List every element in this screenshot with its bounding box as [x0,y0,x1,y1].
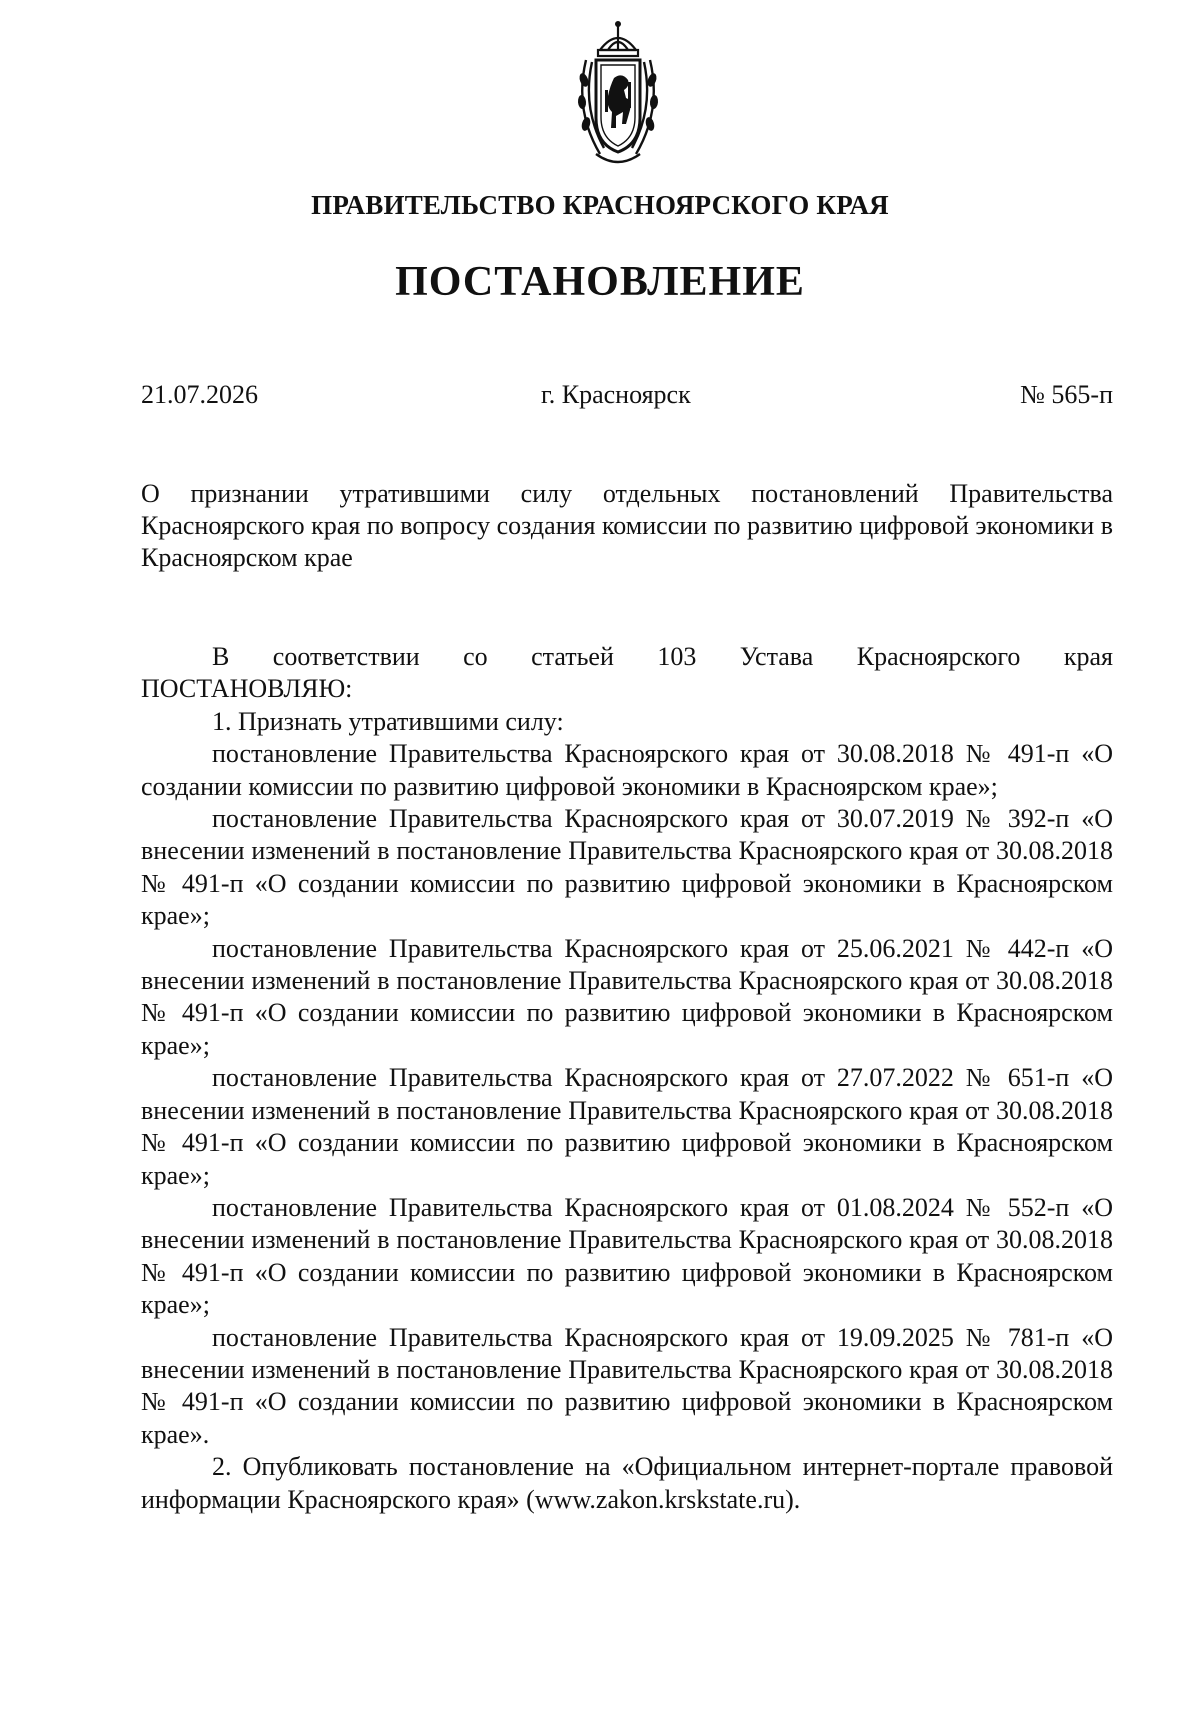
repealed-decree: постановление Правительства Красноярского края от 25.06.2021 № 442-п «О внесении изменений в постановление Правительства Красноярского края от 30.08.2018 № 491-п «О создании комиссии по развитию цифровой экономики в Красноярском крае»; [141,933,1113,1060]
preamble-word: со [463,642,488,671]
decree-word: ПОСТАНОВЛЯЮ: [141,674,353,704]
document-meta [141,380,1113,416]
preamble-word: соответствии [272,642,420,671]
repealed-decree: постановление Правительства Красноярского края от 19.09.2025 № 781-п «О внесении изменений в постановление Правительства Красноярского края от 30.08.2018 № 491-п «О создании комиссии по развитию цифровой экономики в Красноярском крае». [141,1322,1113,1449]
item-1: 1. Признать утратившими силу: [212,706,564,736]
coat-of-arms-icon [570,20,666,170]
repealed-decree: постановление Правительства Красноярского края от 30.07.2019 № 392-п «О внесении изменений в постановление Правительства Красноярского края от 30.08.2018 № 491-п «О создании комиссии по развитию цифровой экономики в Красноярском крае»; [141,804,1113,931]
document-number: № 565-п [1020,380,1113,409]
preamble-word: Красноярского [856,642,1021,671]
repealed-decree: постановление Правительства Красноярского края от 27.07.2022 № 651-п «О внесении изменений в постановление Правительства Красноярского края от 30.08.2018 № 491-п «О создании комиссии по развитию цифровой экономики в Красноярском крае»; [141,1063,1113,1190]
document-body [141,641,1113,1516]
preamble-word: статьей [531,642,614,671]
preamble-word: 103 [657,642,697,671]
government-name: ПРАВИТЕЛЬСТВО КРАСНОЯРСКОГО КРАЯ [311,190,889,220]
document-type: ПОСТАНОВЛЕНИЕ [395,259,805,305]
preamble-word: В [212,642,230,671]
repealed-decree: постановление Правительства Красноярского края от 30.08.2018 № 491-п «О создании комиссии по развитию цифровой экономики в Красноярском крае»; [141,739,1113,801]
repealed-decree: постановление Правительства Красноярского края от 01.08.2024 № 552-п «О внесении изменений в постановление Правительства Красноярского края от 30.08.2018 № 491-п «О создании комиссии по развитию цифровой экономики в Красноярском крае»; [141,1192,1113,1320]
document-city: г. Красноярск [541,380,691,409]
document-date: 21.07.2026 [141,380,258,409]
item-2: 2. Опубликовать постановление на «Официальном интернет-портале правовой информации Красноярского края» (www.zakon.krskstate.ru). [141,1452,1113,1514]
preamble-word: края [1063,642,1113,671]
preamble-word: Устава [739,642,814,671]
preamble [141,641,1113,673]
document-subject: О признании утратившими силу отдельных постановлений Правительства Красноярского края по вопросу создания комиссии по развитию цифровой экономики в Красноярском крае [141,479,1113,572]
